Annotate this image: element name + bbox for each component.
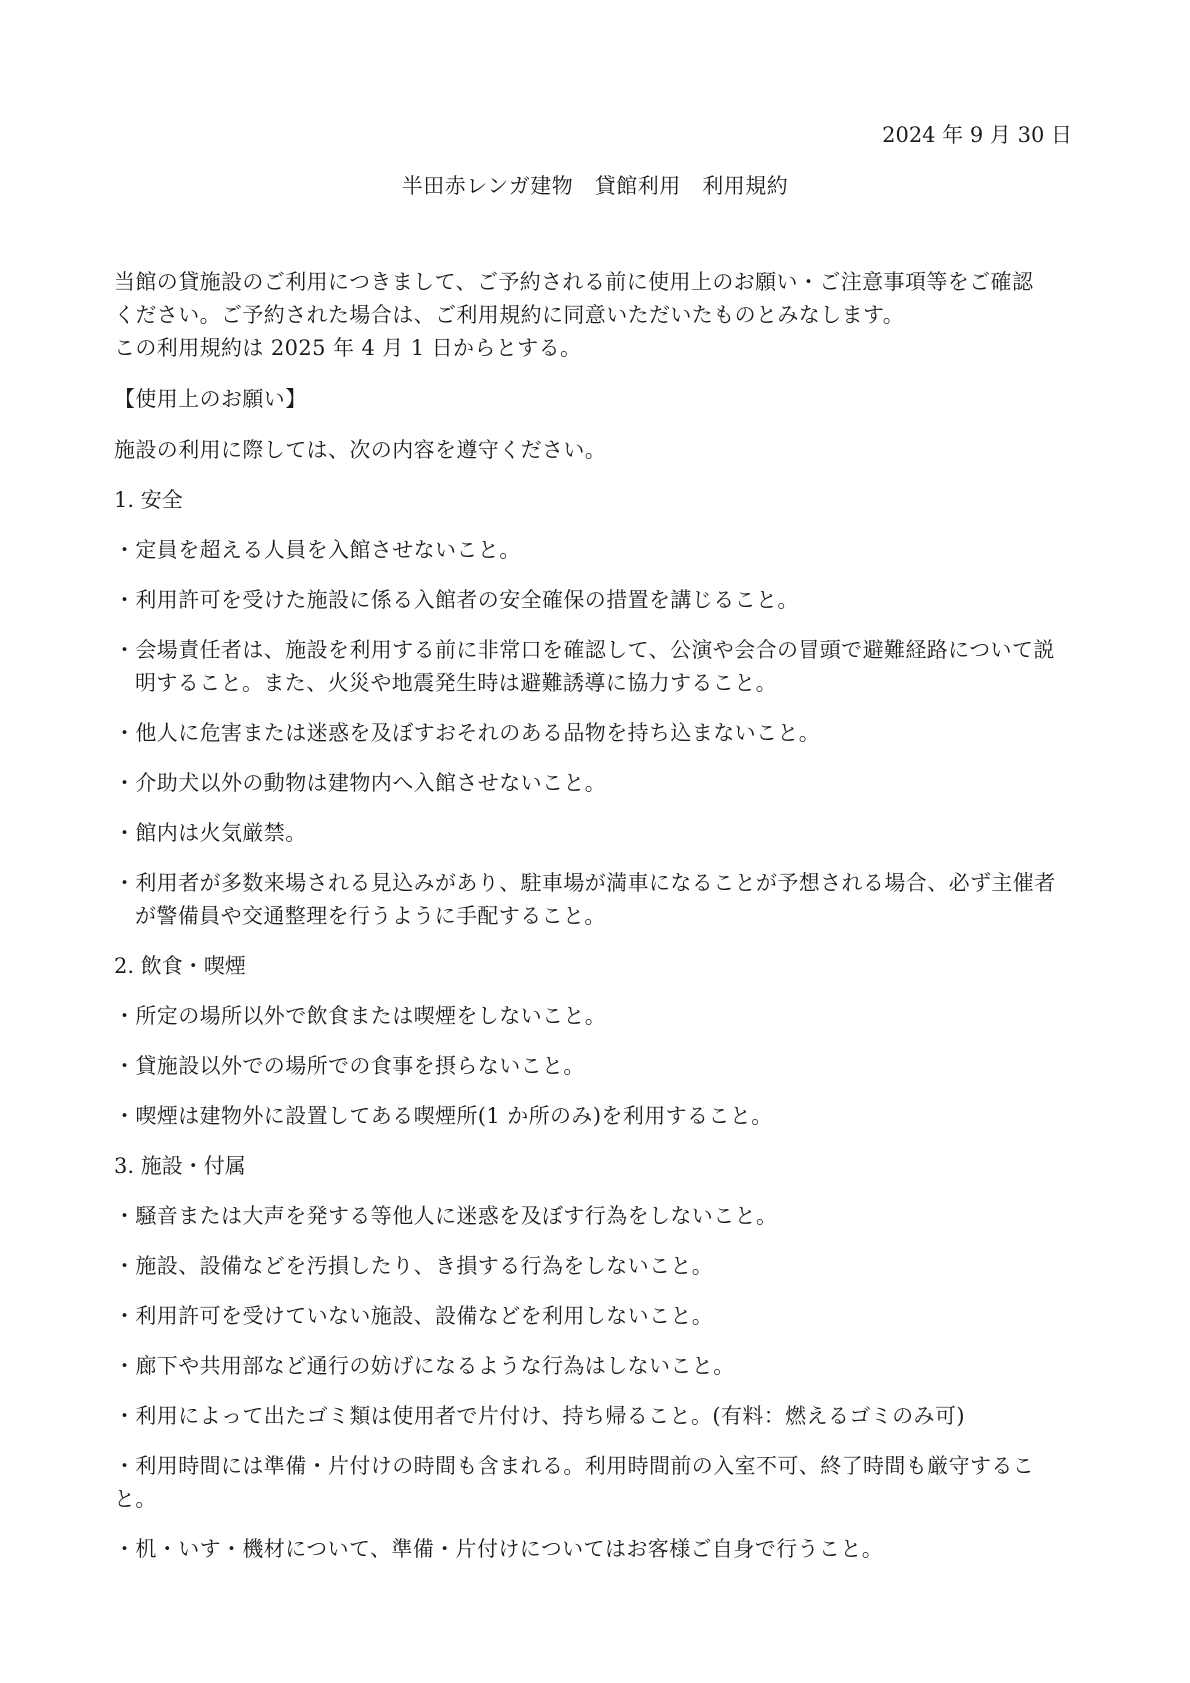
- list-item: ・所定の場所以外で飲食または喫煙をしないこと。: [114, 1004, 607, 1028]
- list-item: ・貸施設以外での場所での食事を摂らないこと。: [114, 1054, 585, 1078]
- document-title: 半田赤レンガ建物 貸館利用 利用規約: [401, 174, 789, 198]
- list-item: ・騒音または大声を発する等他人に迷惑を及ぼす行為をしないこと。: [114, 1204, 778, 1228]
- list-item: ・廊下や共用部など通行の妨げになるような行為はしないこと。: [114, 1354, 735, 1378]
- intro-paragraph: [114, 266, 1074, 365]
- intro-line: この利用規約は 2025 年 4 月 1 日からとする。: [114, 336, 582, 360]
- section-heading-facilities: 3. 施設・付属: [114, 1154, 246, 1178]
- document-body: [114, 266, 1074, 1566]
- requests-lead: 施設の利用に際しては、次の内容を遵守ください。: [114, 438, 607, 462]
- list-item: ・他人に危害または迷惑を及ぼすおそれのある品物を持ち込まないこと。: [114, 721, 821, 745]
- intro-line: 当館の貸施設のご利用につきまして、ご予約される前に使用上のお願い・ご注意事項等をご確認: [114, 270, 1034, 294]
- list-item: ・利用者が多数来場される見込みがあり、駐車場が満車になることが予想される場合、必ず主催者が警備員や交通整理を行うように手配すること。: [114, 871, 1056, 928]
- list-item: ・介助犬以外の動物は建物内へ入館させないこと。: [114, 771, 607, 795]
- list-item: ・机・いす・機材について、準備・片付けについてはお客様ご自身で行うこと。: [114, 1537, 884, 1561]
- list-item: ・定員を超える人員を入館させないこと。: [114, 538, 521, 562]
- section-heading-safety: 1. 安全: [114, 488, 183, 512]
- list-item: ・館内は火気厳禁。: [114, 821, 307, 845]
- list-item: ・利用時間には準備・片付けの時間も含まれる。利用時間前の入室不可、終了時間も厳守すること。: [114, 1454, 1035, 1511]
- intro-line: ください。ご予約された場合は、ご利用規約に同意いただいたものとみなします。: [114, 303, 905, 327]
- list-item: ・利用許可を受けていない施設、設備などを利用しないこと。: [114, 1304, 714, 1328]
- list-item: ・利用許可を受けた施設に係る入館者の安全確保の措置を講じること。: [114, 588, 799, 612]
- list-item: ・施設、設備などを汚損したり、き損する行為をしないこと。: [114, 1254, 714, 1278]
- list-item: ・喫煙は建物外に設置してある喫煙所(1 か所のみ)を利用すること。: [114, 1104, 773, 1128]
- list-item: ・利用によって出たゴミ類は使用者で片付け、持ち帰ること。(有料：燃えるゴミのみ可): [114, 1404, 965, 1428]
- document-date: 2024 年 9 月 30 日: [882, 123, 1072, 147]
- requests-heading: 【使用上のお願い】: [114, 387, 307, 411]
- list-item: ・会場責任者は、施設を利用する前に非常口を確認して、公演や会合の冒頭で避難経路について説明すること。また、火災や地震発生時は避難誘導に協力すること。: [114, 638, 1055, 695]
- section-heading-food-smoking: 2. 飲食・喫煙: [114, 954, 246, 978]
